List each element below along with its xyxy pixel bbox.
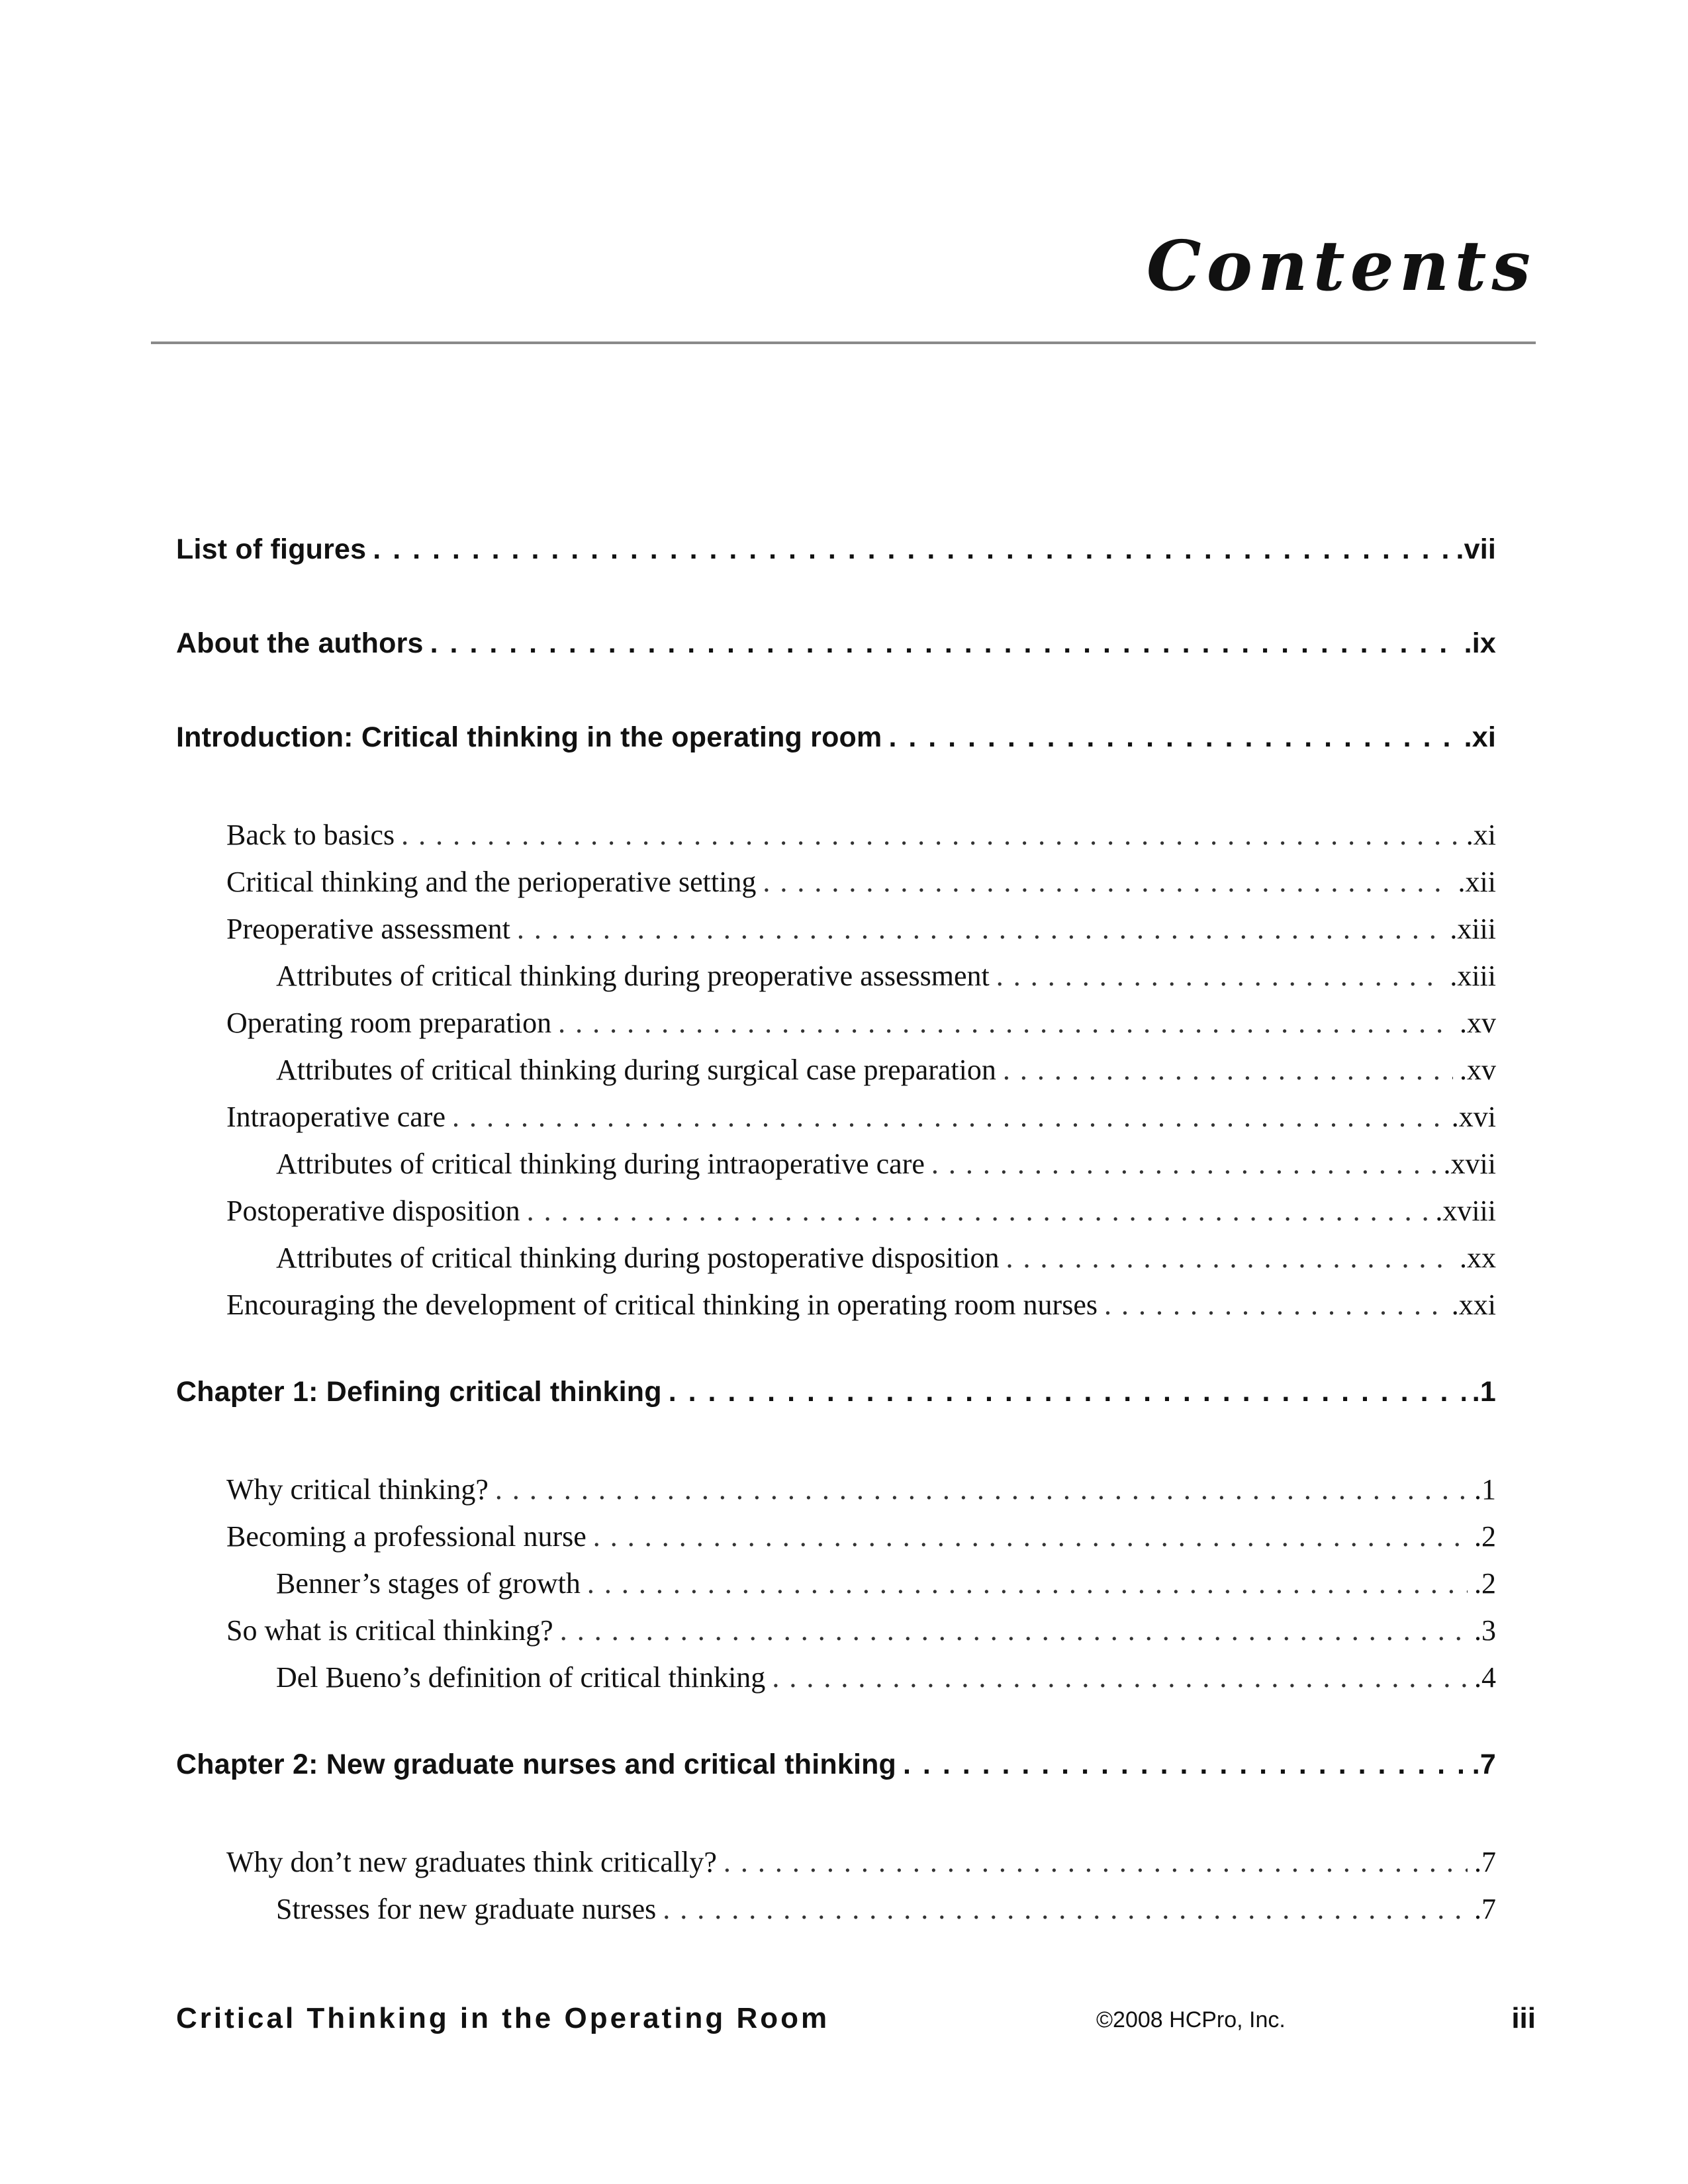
dot-leader — [430, 623, 1458, 663]
toc-page-number: .7 — [1474, 1846, 1496, 1878]
toc-page-number: .2 — [1474, 1520, 1496, 1553]
toc-page-number: .7 — [1472, 1749, 1496, 1780]
toc-section-entry[interactable] — [176, 811, 1496, 858]
toc-section-entry[interactable] — [176, 1093, 1496, 1140]
toc-section-entry[interactable] — [176, 1281, 1496, 1328]
toc-page-number: .7 — [1474, 1893, 1496, 1925]
dot-leader — [1006, 1234, 1453, 1281]
dot-leader — [931, 1140, 1437, 1187]
dot-leader — [663, 1886, 1468, 1933]
toc-entry-label: So what is critical thinking? — [226, 1614, 553, 1647]
toc-subsection-entry[interactable] — [176, 952, 1496, 999]
toc-page-number: .xiii — [1450, 913, 1496, 945]
toc-entry-label: Why don’t new graduates think critically? — [226, 1846, 717, 1878]
toc-page-number: .xviii — [1435, 1195, 1496, 1227]
dot-leader — [593, 1513, 1468, 1560]
dot-leader — [1104, 1281, 1445, 1328]
toc-page-number: .xii — [1458, 866, 1496, 898]
toc-page-number: .xi — [1464, 721, 1496, 753]
toc-entry-label: Introduction: Critical thinking in the operating room — [176, 721, 882, 753]
toc-entry-label: About the authors — [176, 627, 424, 659]
toc-subsection-entry[interactable] — [176, 1560, 1496, 1607]
toc-subsection-entry[interactable] — [176, 1234, 1496, 1281]
dot-leader — [996, 952, 1444, 999]
footer-page-number: iii — [1511, 2002, 1536, 2034]
toc-page-number: .ix — [1464, 627, 1496, 659]
dot-leader — [763, 858, 1451, 905]
table-of-contents — [176, 529, 1496, 1933]
toc-section-entry[interactable] — [176, 1466, 1496, 1513]
dot-leader — [903, 1745, 1466, 1784]
toc-page-number: .xi — [1466, 819, 1496, 851]
toc-entry-chapter-1[interactable] — [176, 1372, 1496, 1412]
toc-subsection-entry[interactable] — [176, 1886, 1496, 1933]
toc-page-number: .3 — [1474, 1614, 1496, 1647]
toc-entry-label: Operating room preparation — [226, 1007, 552, 1039]
toc-entry-label: Attributes of critical thinking during surgical case preparation — [276, 1054, 996, 1086]
title-divider — [151, 341, 1536, 344]
toc-entry-label: Attributes of critical thinking during preoperative assessment — [276, 960, 990, 992]
toc-page-number: .2 — [1474, 1567, 1496, 1600]
dot-leader — [587, 1560, 1468, 1607]
toc-entry-label: Intraoperative care — [226, 1101, 445, 1133]
toc-section-entry[interactable] — [176, 1187, 1496, 1234]
dot-leader — [560, 1607, 1468, 1654]
toc-page-number: .xvii — [1443, 1148, 1496, 1180]
toc-page-number: .1 — [1472, 1376, 1496, 1408]
toc-subsection-entry[interactable] — [176, 1140, 1496, 1187]
toc-entry-introduction[interactable] — [176, 717, 1496, 757]
toc-entry-label: List of figures — [176, 533, 367, 565]
toc-page-number: .xvi — [1451, 1101, 1496, 1133]
toc-entry-label: Back to basics — [226, 819, 395, 851]
dot-leader — [772, 1654, 1468, 1701]
toc-section-entry[interactable] — [176, 905, 1496, 952]
toc-section-entry[interactable] — [176, 858, 1496, 905]
toc-page-number: .xxi — [1451, 1289, 1496, 1321]
toc-page-number: .xv — [1460, 1054, 1496, 1086]
toc-entry-label: Why critical thinking? — [226, 1473, 489, 1506]
dot-leader — [401, 811, 1460, 858]
toc-entry-label: Preoperative assessment — [226, 913, 510, 945]
dot-leader — [527, 1187, 1429, 1234]
toc-entry-label: Critical thinking and the perioperative setting — [226, 866, 757, 898]
toc-section-entry[interactable] — [176, 1513, 1496, 1560]
toc-page-number: .4 — [1474, 1661, 1496, 1694]
toc-entry-about-the-authors[interactable] — [176, 623, 1496, 663]
footer-copyright: ©2008 HCPro, Inc. — [1096, 2007, 1286, 2032]
toc-section-entry[interactable] — [176, 999, 1496, 1046]
toc-page-number: .xiii — [1450, 960, 1496, 992]
toc-page-number: .xv — [1460, 1007, 1496, 1039]
footer-book-title: Critical Thinking in the Operating Room — [176, 2002, 830, 2034]
dot-leader — [373, 529, 1449, 569]
toc-page-number: .1 — [1474, 1473, 1496, 1506]
toc-entry-label: Attributes of critical thinking during intraoperative care — [276, 1148, 925, 1180]
dot-leader — [452, 1093, 1445, 1140]
toc-entry-chapter-2[interactable] — [176, 1745, 1496, 1784]
toc-entry-label: Becoming a professional nurse — [226, 1520, 586, 1553]
toc-page-number: .vii — [1456, 533, 1496, 565]
dot-leader — [888, 717, 1457, 757]
toc-entry-label: Postoperative disposition — [226, 1195, 520, 1227]
toc-entry-label: Chapter 2: New graduate nurses and critical thinking — [176, 1749, 897, 1780]
page-footer — [176, 2002, 1536, 2042]
toc-subsection-entry[interactable] — [176, 1654, 1496, 1701]
toc-section-entry[interactable] — [176, 1607, 1496, 1654]
toc-entry-label: Del Bueno’s definition of critical thinking — [276, 1661, 766, 1694]
dot-leader — [1003, 1046, 1453, 1093]
toc-page-number: .xx — [1460, 1242, 1496, 1274]
toc-entry-label: Benner’s stages of growth — [276, 1567, 581, 1600]
toc-entry-label: Stresses for new graduate nurses — [276, 1893, 657, 1925]
toc-entry-label: Attributes of critical thinking during postoperative disposition — [276, 1242, 1000, 1274]
dot-leader — [558, 999, 1453, 1046]
dot-leader — [517, 905, 1443, 952]
toc-entry-list-of-figures[interactable] — [176, 529, 1496, 569]
dot-leader — [724, 1839, 1468, 1886]
toc-entry-label: Encouraging the development of critical thinking in operating room nurses — [226, 1289, 1098, 1321]
dot-leader — [669, 1372, 1466, 1412]
toc-section-entry[interactable] — [176, 1839, 1496, 1886]
toc-subsection-entry[interactable] — [176, 1046, 1496, 1093]
toc-entry-label: Chapter 1: Defining critical thinking — [176, 1376, 662, 1408]
page-title: Contents — [1146, 225, 1536, 306]
dot-leader — [495, 1466, 1468, 1513]
